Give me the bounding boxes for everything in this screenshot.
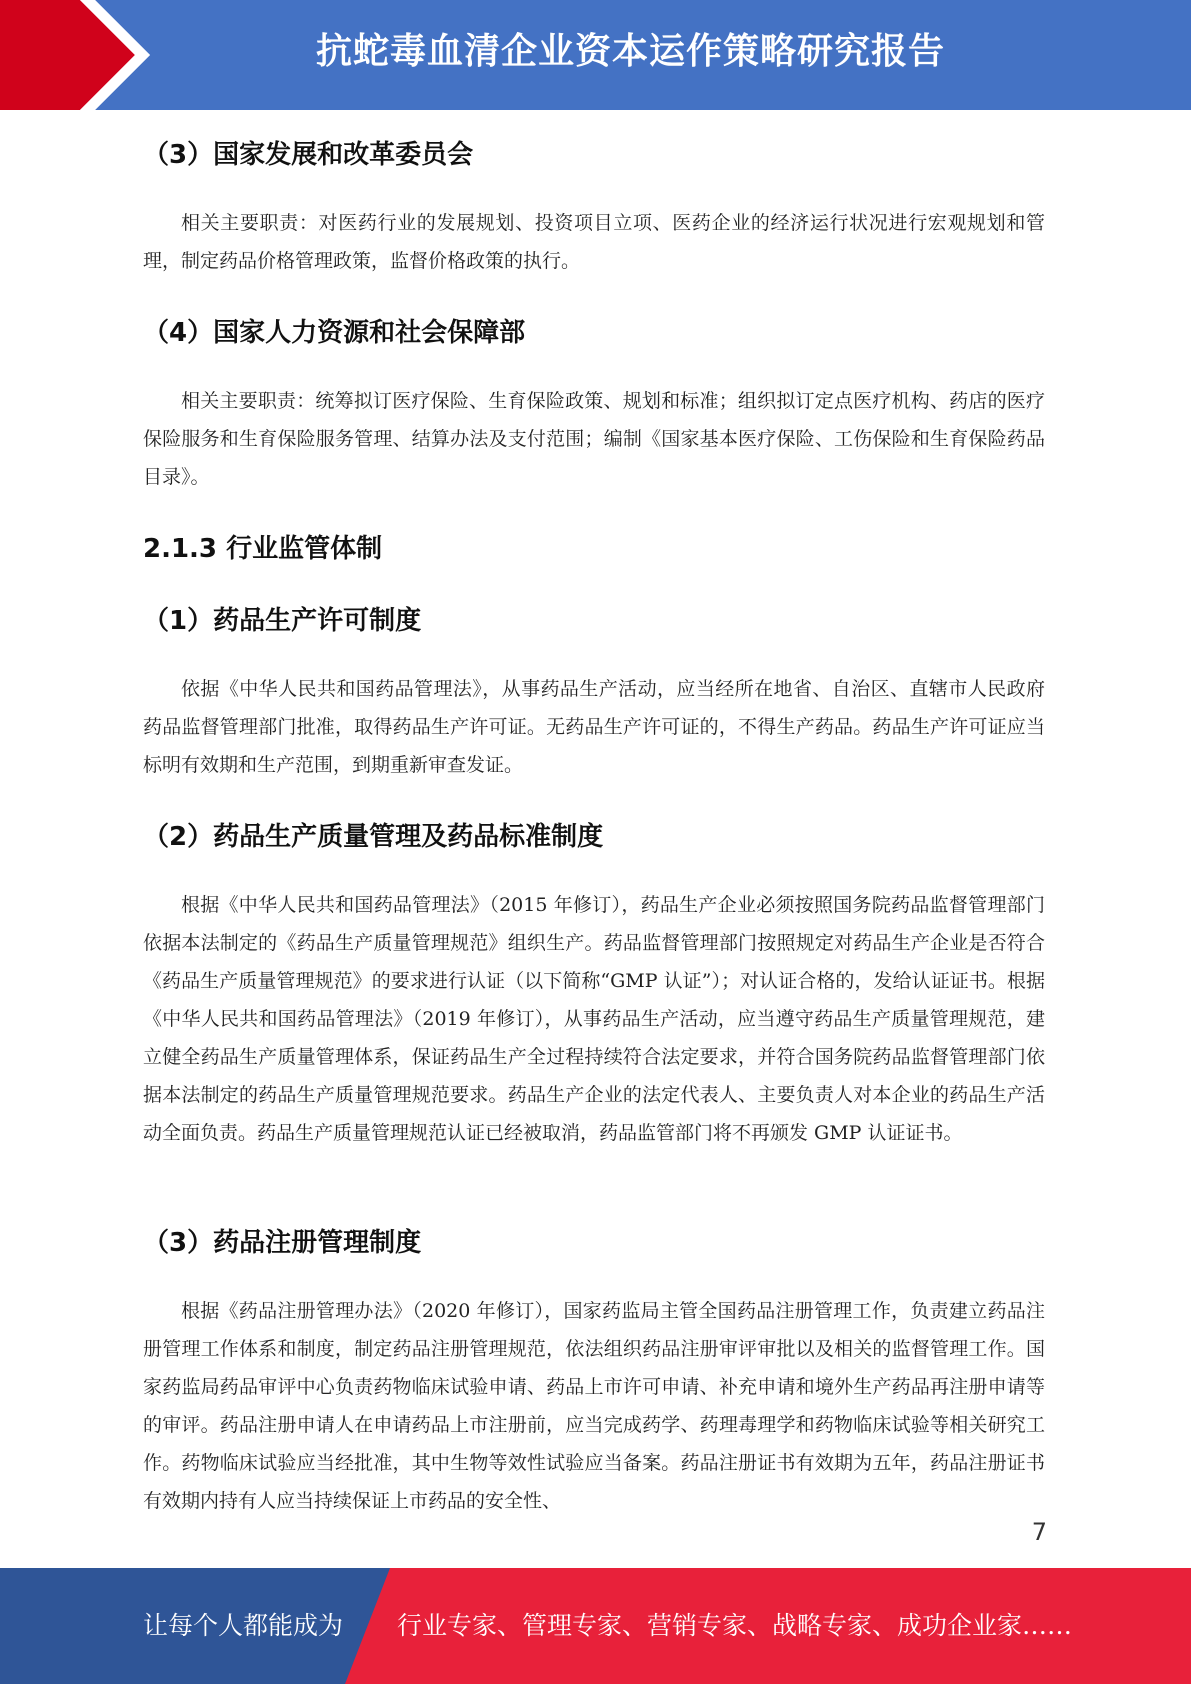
section-paragraph-production-license: 依据《中华人民共和国药品管理法》，从事药品生产活动，应当经所在地省、自治区、直辖市人民政府药品监督管理部门批准，取得药品生产许可证。无药品生产许可证的，不得生产药品。药品生产许可证应当标明有效期和生产范围，到期重新审查发证。 (143, 678, 1045, 776)
section-paragraph-registration: 根据《药品注册管理办法》（2020 年修订），国家药监局主管全国药品注册管理工作，负责建立药品注册管理工作体系和制度，制定药品注册管理规范，依法组织药品注册审评审批以及相关的监督管理工作。国家药监局药品审评中心负责药物临床试验申请、药品上市许可申请、补充申请和境外生产药品再注册申请等的审评。药品注册申请人在申请药品上市注册前，应当完成药学、药理毒理学和药物临床试验等相关研究工作。药物临床试验应当经批准，其中生物等效性试验应当备案。药品注册证书有效期为五年，药品注册证书有效期内持有人应当持续保证上市药品的安全性、 (143, 1300, 1045, 1512)
page-header (0, 0, 1191, 110)
page-footer (0, 1568, 1191, 1684)
section-paragraph-mohrss: 相关主要职责：统筹拟订医疗保险、生育保险政策、规划和标准；组织拟订定点医疗机构、药店的医疗保险服务和生育保险服务管理、结算办法及支付范围；编制《国家基本医疗保险、工伤保险和生育保险药品目录》。 (143, 390, 1045, 488)
header-red-chevron (0, 0, 150, 110)
section-paragraph-quality-management: 根据《中华人民共和国药品管理法》（2015 年修订），药品生产企业必须按照国务院药品监督管理部门依据本法制定的《药品生产质量管理规范》组织生产。药品监督管理部门按照规定对药品生产企业是否符合《药品生产质量管理规范》的要求进行认证（以下简称“GMP 认证”）；对认证合格的，发给认证证书。根据《中华人民共和国药品管理法》（2019 年修订），从事药品生产活动，应当遵守药品生产质量管理规范，建立健全药品生产质量管理体系，保证药品生产全过程持续符合法定要求，并符合国务院药品监督管理部门依据本法制定的药品生产质量管理规范要求。药品生产企业的法定代表人、主要负责人对本企业的药品生产活动全面负责。药品生产质量管理规范认证已经被取消，药品监管部门将不再颁发 GMP 认证证书。 (143, 894, 1045, 1144)
footer-slogan-left: 让每个人都能成为 (143, 1611, 344, 1640)
section-heading-ndrc: （3）国家发展和改革委员会 (143, 140, 474, 170)
section-heading-mohrss: （4）国家人力资源和社会保障部 (143, 318, 526, 348)
page-number: 7 (1031, 1518, 1047, 1546)
section-heading-production-license: （1）药品生产许可制度 (143, 606, 422, 636)
section-heading-registration: （3）药品注册管理制度 (143, 1228, 422, 1258)
section-paragraph-ndrc: 相关主要职责：对医药行业的发展规划、投资项目立项、医药企业的经济运行状况进行宏观规划和管理，制定药品价格管理政策，监督价格政策的执行。 (143, 212, 1045, 272)
subsection-heading-regulatory-system: 2.1.3 行业监管体制 (143, 534, 383, 564)
report-title: 抗蛇毒血清企业资本运作策略研究报告 (315, 31, 945, 72)
section-heading-quality-management: （2）药品生产质量管理及药品标准制度 (143, 822, 604, 852)
footer-slogan-right: 行业专家、管理专家、营销专家、战略专家、成功企业家…… (397, 1611, 1073, 1640)
